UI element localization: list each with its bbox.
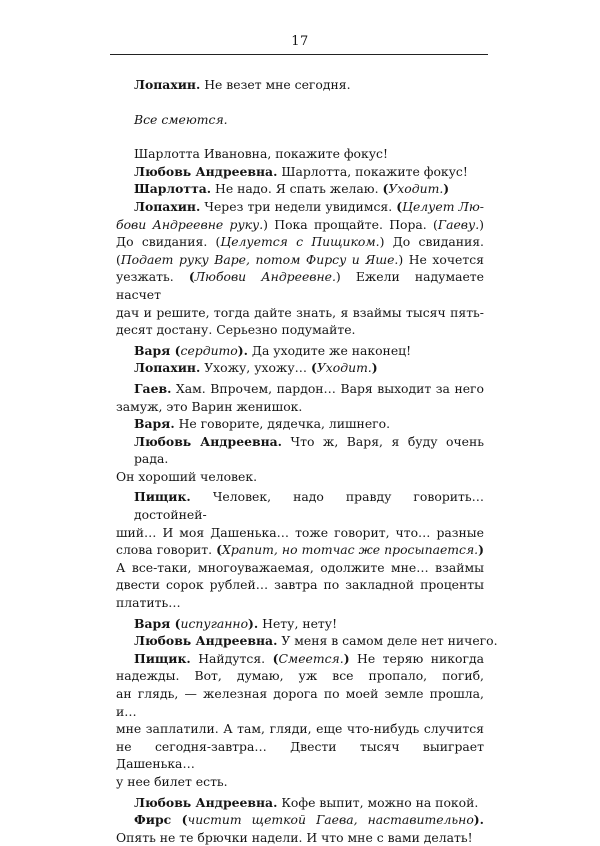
speaker-name: ( xyxy=(171,812,188,828)
stage-direction: Храпит, но тотчас же просыпается. xyxy=(222,542,479,558)
speaker-name: Лопахин. xyxy=(134,77,201,92)
stage-direction: бови Андреевне руку. xyxy=(116,216,264,232)
paragraph-gap xyxy=(116,128,484,145)
stage-direction: Любови Андреевне. xyxy=(194,269,336,285)
dialogue-text: Кофе выпит, можно на покой. xyxy=(277,794,479,810)
text-line xyxy=(116,433,484,468)
dialogue-text: Через три недели увидимся. xyxy=(200,198,397,214)
speaker-name: Пищик. xyxy=(134,489,191,505)
speaker-name: Варя xyxy=(134,615,171,631)
speaker-name: ( xyxy=(188,269,195,285)
speaker-name: ). xyxy=(248,615,259,631)
text-line xyxy=(116,594,484,612)
text-line xyxy=(116,163,484,181)
text-line xyxy=(116,468,484,486)
speaker-name: Варя xyxy=(134,342,171,358)
text-line xyxy=(116,632,498,650)
text-line xyxy=(116,829,484,846)
text-line xyxy=(116,794,484,812)
dialogue-text: Не говорите, дядечка, лишнего. xyxy=(174,416,391,432)
dialogue-text: ) Не хочется xyxy=(398,251,484,267)
text-line xyxy=(116,251,484,269)
dialogue-text: уезжать. xyxy=(116,269,189,285)
dialogue-text: Не везет мне сегодня. xyxy=(200,77,351,92)
text-line xyxy=(116,111,484,129)
speaker-name: ). xyxy=(473,812,484,828)
speaker-name: Любовь Андреевна. xyxy=(134,794,278,810)
dialogue-text: Опять не те брючки надели. И что мне с вами делать! xyxy=(116,829,473,845)
dialogue-text: Не теряю никогда xyxy=(349,650,484,666)
text-line xyxy=(116,398,484,416)
dialogue-text: Шарлотта, покажите фокус! xyxy=(277,163,468,179)
dialogue-text: мне заплатили. А там, гляди, еще что-нибудь случится xyxy=(116,721,484,737)
text-line xyxy=(116,773,484,791)
page-number: 17 xyxy=(291,34,309,49)
dialogue-text: Шарлотта Ивановна, покажите фокус! xyxy=(134,146,388,162)
text-line xyxy=(116,304,484,322)
dialogue-text: Да уходите же наконец! xyxy=(247,342,412,358)
dialogue-text: платить… xyxy=(116,595,181,611)
stage-direction: Гаеву. xyxy=(437,216,480,232)
text-line xyxy=(116,321,484,339)
speaker-name: Фирс xyxy=(134,812,172,828)
speaker-name: Лопахин. xyxy=(134,360,201,376)
stage-direction: Подает руку Варе, потом Фирсу и Яше. xyxy=(120,251,399,267)
stage-direction: испуганно xyxy=(180,615,249,631)
speaker-name: ) xyxy=(443,181,450,197)
text-line xyxy=(116,541,484,559)
dialogue-text: Человек, надо правду говорить… достойней- xyxy=(134,489,484,523)
dialogue-text: ан глядь, — железная дорога по моей земле прошла, и… xyxy=(116,686,484,719)
speaker-name: ) xyxy=(343,650,350,666)
speaker-name: ( xyxy=(170,342,181,358)
text-line xyxy=(116,145,484,163)
dialogue-text: ) Ежели надумаете насчет xyxy=(116,269,484,302)
text-line xyxy=(116,667,484,685)
dialogue-text: ) xyxy=(479,216,484,232)
play-text xyxy=(116,76,498,846)
stage-direction: Смеется. xyxy=(278,650,344,666)
speaker-name: ( xyxy=(310,360,317,376)
dialogue-text: ( xyxy=(116,251,121,267)
dialogue-text: дач и решите, тогда дайте знать, я взаймы тысяч пять- xyxy=(116,304,484,320)
text-line xyxy=(116,233,484,251)
dialogue-text: Не надо. Я спать желаю. xyxy=(211,181,383,197)
dialogue-text: У меня в самом деле нет ничего. xyxy=(277,633,498,649)
speaker-name: ( xyxy=(170,615,181,631)
stage-direction: Уходит. xyxy=(316,360,372,376)
text-line xyxy=(116,685,484,720)
text-line xyxy=(116,216,484,234)
dialogue-text: двести сорок рублей… завтра по закладной проценты xyxy=(116,577,484,593)
text-line xyxy=(116,615,484,633)
text-line xyxy=(116,76,484,94)
dialogue-text: Что ж, Варя, я буду очень рада. xyxy=(134,433,484,467)
speaker-name: ( xyxy=(382,181,389,197)
dialogue-text: Ухожу, ухожу… xyxy=(200,360,311,376)
text-line xyxy=(116,720,484,738)
paragraph-gap xyxy=(116,94,484,111)
text-line xyxy=(116,380,484,398)
text-line xyxy=(116,342,484,360)
dialogue-text: ) До свидания. xyxy=(379,234,484,250)
stage-direction: Целуется с Пищиком. xyxy=(220,234,380,250)
text-line xyxy=(116,559,484,577)
text-line xyxy=(116,180,484,198)
speaker-name: Пищик. xyxy=(134,650,191,666)
speaker-name: ( xyxy=(396,198,403,214)
dialogue-text: Найдутся. xyxy=(190,650,273,666)
dialogue-text: у нее билет есть. xyxy=(116,773,228,789)
dialogue-text: А все-таки, многоуважаемая, одолжите мне… взаймы xyxy=(116,559,484,575)
speaker-name: Лопахин. xyxy=(134,198,201,214)
text-line xyxy=(116,488,484,523)
dialogue-text: слова говорит. xyxy=(116,542,217,558)
speaker-name: Любовь Андреевна. xyxy=(134,633,278,649)
speaker-name: Любовь Андреевна. xyxy=(134,433,282,449)
dialogue-text: Хам. Впрочем, пардон… Варя выходит за него xyxy=(171,380,484,396)
text-line xyxy=(116,650,484,668)
text-line xyxy=(116,524,484,542)
dialogue-text: замуж, это Варин женишок. xyxy=(116,398,303,414)
speaker-name: ( xyxy=(216,542,223,558)
speaker-name: Любовь Андреевна. xyxy=(134,163,278,179)
text-line xyxy=(116,198,484,216)
speaker-name: Варя. xyxy=(134,416,175,432)
speaker-name: Гаев. xyxy=(134,380,172,396)
stage-direction: Целует Лю- xyxy=(402,198,484,214)
text-line xyxy=(116,576,484,594)
text-line xyxy=(116,738,484,773)
dialogue-text: Нету, нету! xyxy=(258,615,338,631)
speaker-name: ) xyxy=(478,542,484,558)
speaker-name: Шарлотта. xyxy=(134,181,212,197)
dialogue-text: Он хороший человек. xyxy=(116,468,258,484)
dialogue-text: десят достану. Серьезно подумайте. xyxy=(116,322,356,338)
stage-direction: Все смеются. xyxy=(134,111,228,127)
text-line xyxy=(116,811,484,829)
text-line xyxy=(116,415,484,433)
dialogue-text: ший… И моя Дашенька… тоже говорит, что… разные xyxy=(116,524,484,540)
stage-direction: Уходит. xyxy=(388,181,444,197)
dialogue-text: не сегодня-завтра… Двести тысяч выиграет Дашенька… xyxy=(116,738,484,772)
stage-direction: сердито xyxy=(180,342,238,358)
dialogue-text: надежды. Вот, думаю, уж все пропало, погиб, xyxy=(116,668,484,684)
text-line xyxy=(116,268,484,303)
speaker-name: ) xyxy=(371,360,378,376)
speaker-name: ( xyxy=(272,650,279,666)
text-line xyxy=(116,359,484,377)
speaker-name: ). xyxy=(237,342,248,358)
header-rule xyxy=(110,54,488,55)
dialogue-text: До свидания. ( xyxy=(116,234,221,250)
stage-direction: чистит щеткой Гаева, наставительно xyxy=(187,812,474,828)
dialogue-text: ) Пока прощайте. Пора. ( xyxy=(263,216,438,232)
